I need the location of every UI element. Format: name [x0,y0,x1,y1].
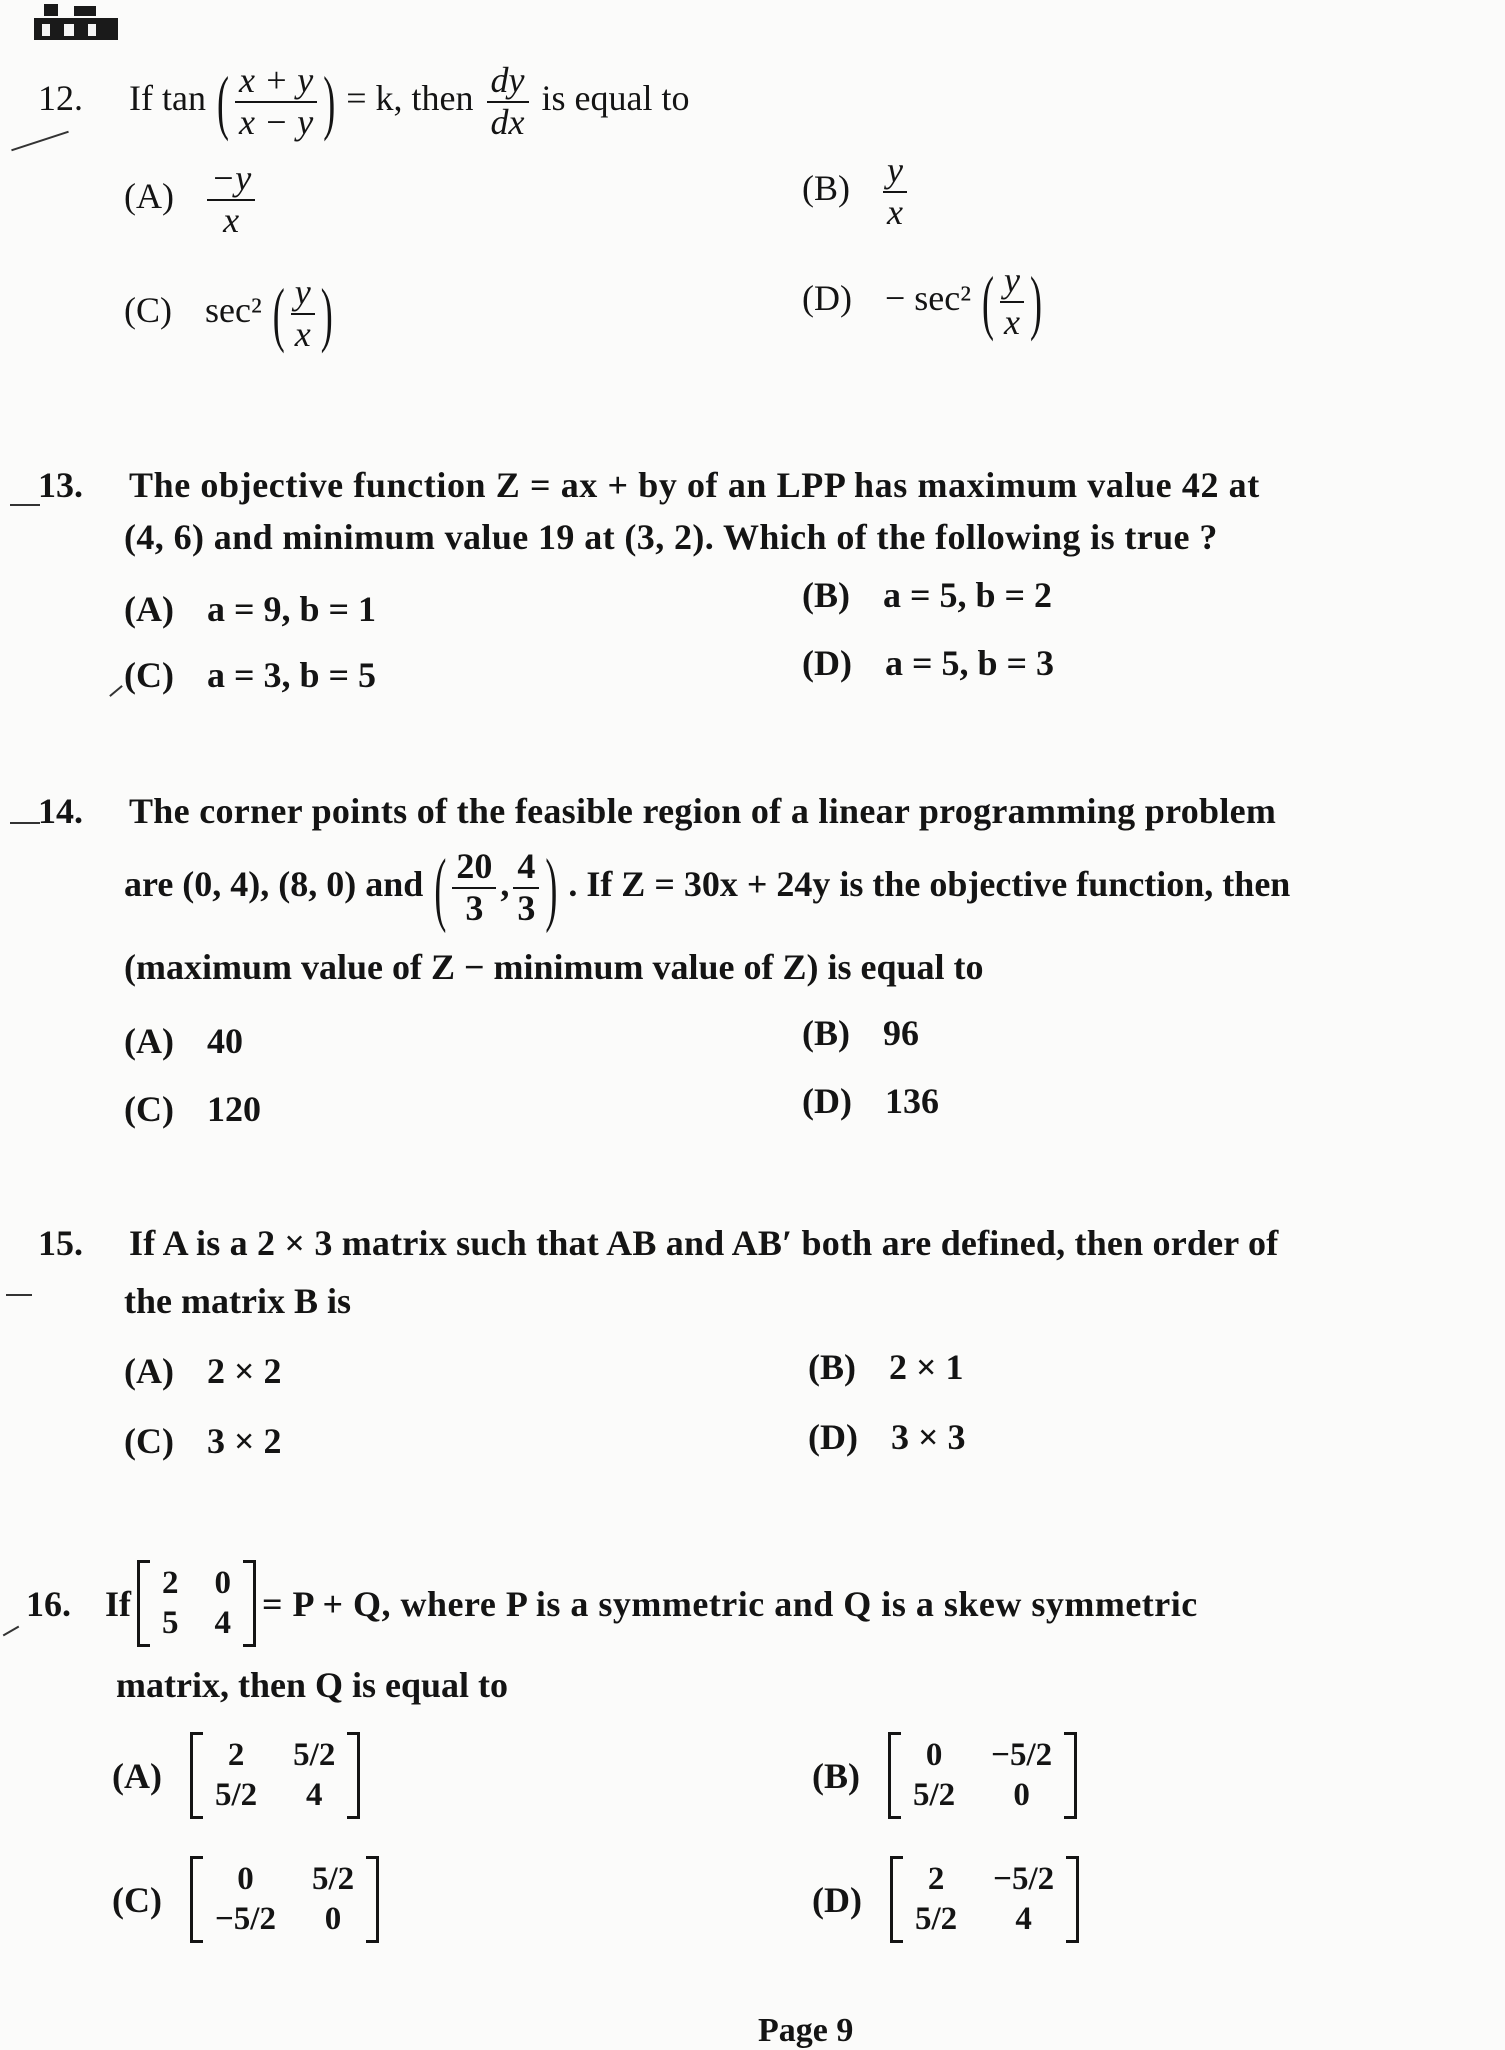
question-number: 13. [38,465,83,505]
option-label: (A) [124,1351,174,1391]
option-label: (C) [124,655,174,695]
question-stem-mid: = k, then [346,78,474,119]
question-number: 12. [38,78,83,119]
option-c: (C) sec² ( $\frac{y}{x}$ ) [124,272,333,354]
matrix-cell: 4 [214,1604,231,1641]
option-text: 40 [206,1021,243,1061]
matrix-cell: −5/2 [993,1861,1055,1897]
option-a [112,1732,366,1819]
option-text: a = 3, b = 5 [206,655,377,695]
matrix-cell: 4 [305,1776,323,1813]
option-label: (B) [802,1013,850,1053]
option-a [124,588,376,630]
option-text: a = 9, b = 1 [206,589,377,629]
point-separator: , [500,864,510,905]
question-stem-tail: is equal to [541,78,690,119]
matrix-cells [903,1856,1066,1943]
option-numerator: y [1000,262,1024,303]
fraction-denominator: 3 [517,887,536,928]
option-matrix [890,1856,1079,1943]
fraction-numerator: 20 [452,848,496,889]
matrix-cell: 5/2 [214,1776,258,1813]
matrix-cells [901,1732,1064,1819]
option-prefix: sec² [205,290,262,331]
question-line: If A is a 2 × 3 matrix such that AB and AB′ both are defined, then order of [129,1223,1279,1263]
option-text: 3 × 3 [890,1417,966,1457]
option-label: (C) [124,290,172,331]
option-c [124,1420,282,1462]
fraction-numerator: x + y [235,62,317,103]
option-text: 2 × 2 [206,1351,282,1391]
option-label: (C) [112,1879,162,1920]
matrix-cells [203,1856,366,1943]
question-line: (maximum value of Z − minimum value of Z) is equal to [124,947,984,987]
given-matrix [137,1560,256,1647]
question-12: 12. If tan ( $\frac{x + y}{x - y}$ ) = k, then $\frac{dy}{dx}$ is equal to [38,60,690,142]
matrix-cell: −5/2 [214,1900,276,1937]
option-label: (B) [802,575,850,615]
matrix-cell: 0 [237,1861,254,1897]
option-b [802,152,911,232]
option-label: (C) [124,1089,174,1129]
option-denominator: x [1004,301,1021,342]
option-text: 3 × 2 [206,1421,282,1461]
option-label: (D) [808,1417,858,1457]
matrix-cell: 2 [162,1565,179,1601]
option-d: (D) − sec² ( $\frac{y}{x}$ ) [802,260,1043,342]
question-15 [38,1222,1278,1264]
fraction-denominator: x − y [238,101,314,142]
question-text: . If Z = 30x + 24y is the objective function, then [568,864,1291,905]
question-number: 16. [26,1583,71,1624]
pen-mark [109,685,123,697]
option-d [802,642,1054,684]
option-c [124,654,376,696]
pen-mark [10,822,40,824]
option-numerator: y [291,274,315,315]
question-line: the matrix B is [124,1281,351,1321]
option-matrix [888,1732,1077,1819]
header-logo-fragment [34,4,118,44]
matrix-cells [150,1560,243,1647]
question-line: (4, 6) and minimum value 19 at (3, 2). Which of the following is true ? [124,517,1218,557]
matrix-cell: 5/2 [311,1861,355,1897]
option-text: a = 5, b = 2 [883,575,1053,615]
page-footer [758,2012,853,2050]
question-line: The objective function Z = ax + by of an LPP has maximum value 42 at [129,465,1260,505]
option-c [124,1088,261,1130]
option-text: 96 [883,1013,919,1053]
option-text: 120 [206,1089,261,1129]
question-line: The corner points of the feasible region of a linear programming problem [129,791,1277,831]
option-text: 136 [884,1081,939,1121]
pen-mark [3,1626,20,1637]
matrix-cell: 0 [214,1565,231,1601]
matrix-cell: 5/2 [293,1737,336,1773]
option-label: (A) [112,1755,162,1796]
option-d [812,1856,1085,1943]
matrix-cell: 2 [227,1737,245,1773]
option-label: (B) [808,1347,856,1387]
option-d [802,1080,939,1122]
question-number: 14. [38,791,83,831]
question-13 [38,464,1260,506]
option-a [124,160,259,240]
pen-mark [6,1294,32,1296]
question-lead: If [105,1583,131,1624]
derivative-denominator: dx [490,101,525,142]
matrix-cell: 5/2 [914,1900,958,1937]
option-prefix: − sec² [884,278,972,319]
option-label: (A) [124,1021,174,1061]
option-b [808,1346,964,1388]
matrix-cell: 0 [324,1900,342,1937]
option-denominator: x [223,199,240,240]
matrix-cell: 5 [162,1604,179,1641]
fraction-numerator: 4 [513,848,539,889]
option-d [808,1416,966,1458]
pen-mark [10,504,40,506]
option-label: (D) [802,1081,852,1121]
page-number: Page 9 [758,2012,854,2049]
option-b [802,1012,919,1054]
option-b [802,574,1052,616]
matrix-cells [203,1732,347,1819]
option-label: (C) [124,1421,174,1461]
question-14 [38,790,1276,832]
option-label: (B) [812,1755,860,1796]
question-line-with-point: are (0, 4), (8, 0) and ( $\frac{20}{3}$ , $\frac{4}{3}$ ) . If Z = 30x + 24y is the objective function, then [124,841,1291,934]
matrix-cell: 2 [927,1861,945,1897]
option-a [124,1020,243,1062]
option-matrix [190,1732,360,1819]
option-matrix [190,1856,379,1943]
option-denominator: x [887,191,903,232]
question-line: = P + Q, where P is a symmetric and Q is a skew symmetric [262,1583,1198,1624]
option-text: a = 5, b = 3 [884,643,1055,683]
option-label: (A) [124,589,174,629]
option-denominator: x [294,313,311,354]
option-label: (D) [802,643,852,683]
matrix-cell: 0 [1013,1776,1030,1813]
option-label: (D) [802,278,852,319]
derivative-numerator: dy [487,62,529,103]
option-b [812,1732,1083,1819]
question-16 [26,1560,1198,1647]
option-c [112,1856,385,1943]
matrix-cell: 0 [925,1737,943,1773]
matrix-cell: 5/2 [913,1776,956,1813]
option-label: (A) [124,176,174,217]
option-numerator: −y [207,160,255,201]
option-text: 2 × 1 [889,1347,964,1387]
option-label: (D) [812,1879,862,1920]
option-a [124,1350,282,1392]
question-stem-lead: If tan [129,78,206,119]
question-text: are (0, 4), (8, 0) and [124,864,424,905]
matrix-cell: 4 [1015,1900,1032,1937]
option-numerator: y [883,152,907,193]
option-label: (B) [802,168,850,209]
fraction-denominator: 3 [465,887,484,928]
matrix-cell: −5/2 [991,1737,1053,1773]
question-line: matrix, then Q is equal to [116,1665,508,1705]
question-number: 15. [38,1223,83,1263]
